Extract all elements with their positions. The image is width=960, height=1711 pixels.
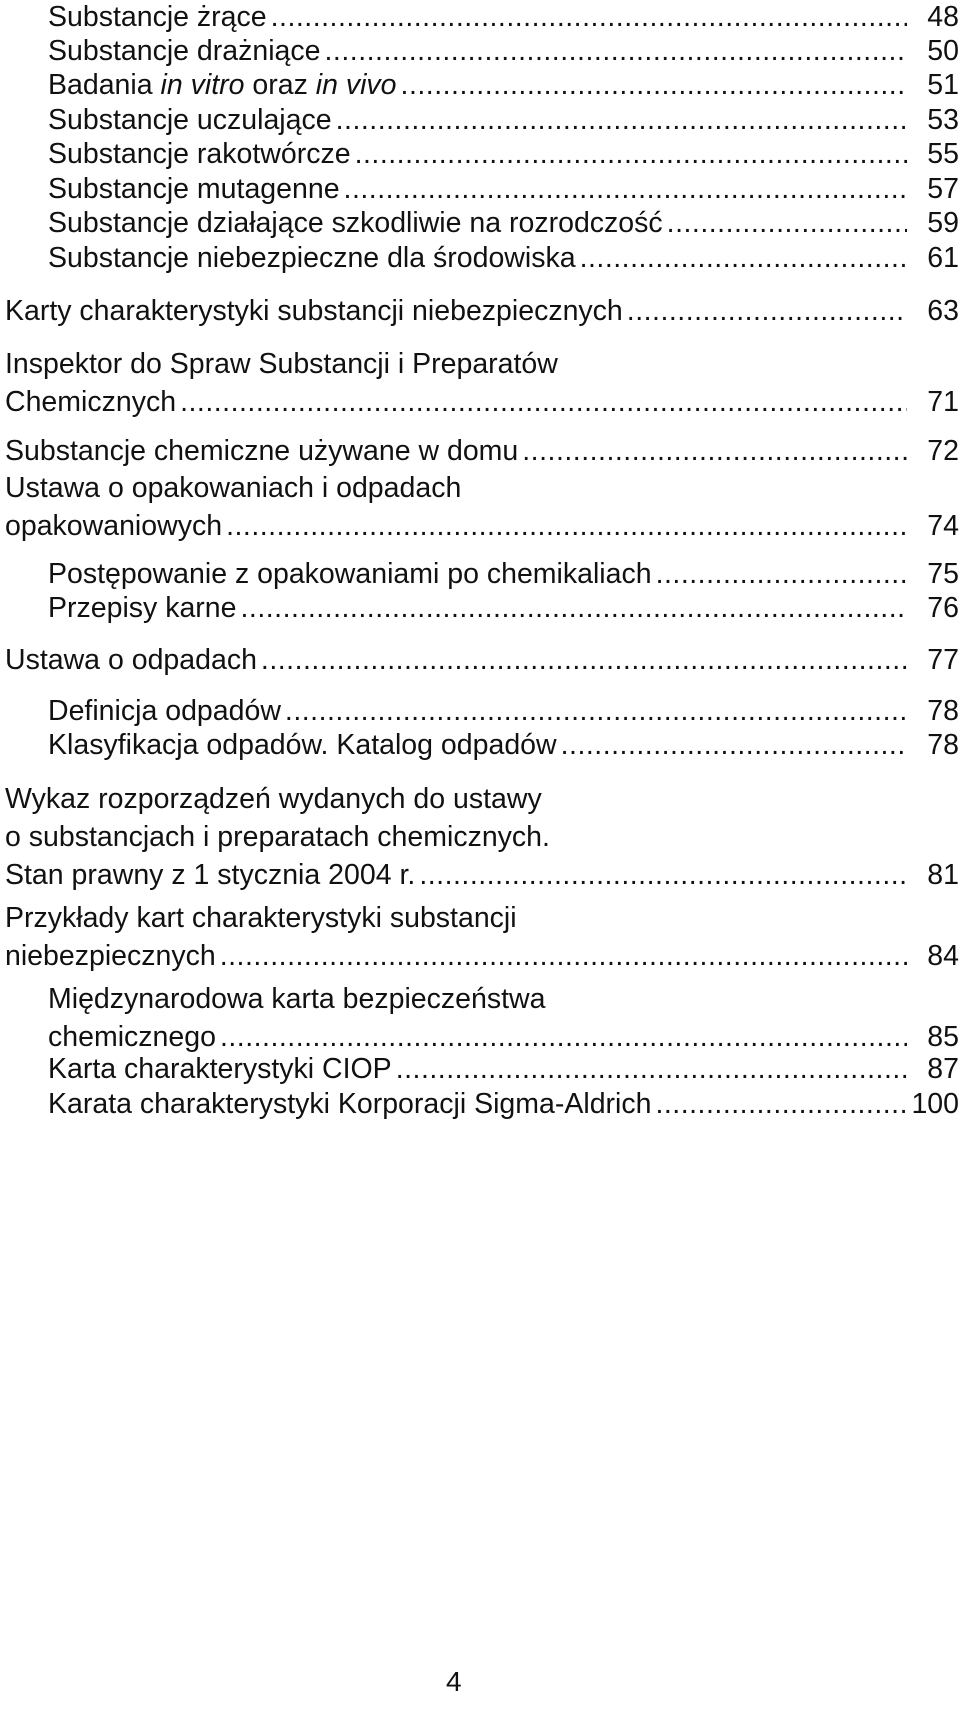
toc-entry (5, 901, 959, 975)
leader-dots (627, 294, 907, 328)
title-part: oraz (244, 69, 316, 101)
leader-dots (241, 591, 908, 625)
title-italic-part: in vivo (315, 69, 397, 101)
toc-page-number: 51 (927, 69, 959, 101)
toc-entry-title (48, 68, 397, 102)
toc-entry (5, 471, 959, 545)
toc-entry-title-line1: Inspektor do Spraw Substancji i Preparatów (5, 348, 558, 380)
toc-entry (48, 68, 959, 104)
leader-dots (180, 385, 907, 419)
toc-entry-title: Substancje rakotwórcze (48, 138, 351, 170)
toc-entry (48, 206, 959, 242)
toc-entry-title: Substancje chemiczne używane w domu (5, 435, 519, 467)
toc-entry-title: Ustawa o odpadach (5, 644, 257, 676)
leader-dots (655, 1087, 907, 1121)
toc-page-number: 100 (911, 1088, 959, 1120)
toc-entry (48, 34, 959, 70)
toc-page-number: 78 (927, 695, 959, 727)
title-part: Badania (48, 69, 161, 101)
toc-entry-title: niebezpiecznych (5, 940, 216, 972)
toc-page-number: 78 (927, 729, 959, 761)
toc-entry-title: Karty charakterystyki substancji niebezpiecznych (5, 295, 623, 327)
toc-entry (48, 0, 959, 36)
toc-page-number: 61 (927, 242, 959, 274)
toc-entry-title: Substancje mutagenne (48, 173, 340, 205)
toc-entry (48, 694, 959, 730)
leader-dots (522, 434, 907, 468)
toc-page-number: 85 (927, 1021, 959, 1053)
toc-entry-title: Substancje drażniące (48, 35, 321, 67)
leader-dots (325, 34, 907, 68)
toc-page-number: 59 (927, 207, 959, 239)
leader-dots (220, 1020, 907, 1054)
leader-dots (667, 206, 907, 240)
toc-entry-title: Substancje uczulające (48, 104, 332, 136)
leader-dots (561, 728, 907, 762)
toc-entry-title: Definicja odpadów (48, 695, 281, 727)
toc-entry (48, 591, 959, 627)
toc-entry (5, 347, 959, 421)
leader-dots (401, 68, 907, 102)
toc-entry (48, 241, 959, 277)
toc-entry-title: Stan prawny z 1 stycznia 2004 r. (5, 859, 416, 891)
toc-entry-title-line1: Ustawa o opakowaniach i odpadach (5, 472, 462, 504)
toc-page-number: 72 (927, 435, 959, 467)
toc-entry-title: Karta charakterystyki CIOP (48, 1053, 392, 1085)
toc-entry-title: Substancje żrące (48, 1, 267, 33)
toc-entry-title: chemicznego (48, 1021, 216, 1053)
toc-entry-title: Substancje działające szkodliwie na rozrodczość (48, 207, 663, 239)
toc-entry (48, 982, 959, 1056)
toc-page-number: 76 (927, 592, 959, 624)
leader-dots (355, 137, 907, 171)
toc-page-number: 75 (927, 558, 959, 590)
toc-entry-title-line1: Międzynarodowa karta bezpieczeństwa (48, 983, 546, 1015)
page-number: 4 (446, 1666, 462, 1697)
toc-entry (5, 434, 959, 470)
leader-dots (226, 509, 907, 543)
toc-page-number: 53 (927, 104, 959, 136)
leader-dots (336, 103, 907, 137)
toc-entry (48, 557, 959, 593)
leader-dots (271, 0, 907, 34)
toc-entry-title-line2: o substancjach i preparatach chemicznych. (5, 821, 550, 853)
leader-dots (344, 172, 907, 206)
leader-dots (656, 557, 907, 591)
toc-entry-title: Substancje niebezpieczne dla środowiska (48, 242, 576, 274)
toc-page-number: 74 (927, 510, 959, 542)
toc-page-number: 87 (927, 1053, 959, 1085)
toc-entry-title-line1: Przykłady kart charakterystyki substancji (5, 902, 517, 934)
toc-page-number: 84 (927, 940, 959, 972)
toc-entry (48, 1087, 959, 1123)
toc-page-number: 63 (927, 295, 959, 327)
leader-dots (396, 1052, 907, 1086)
toc-entry-title: Karata charakterystyki Korporacji Sigma-Aldrich (48, 1088, 652, 1120)
leader-dots (261, 643, 907, 677)
toc-page-number: 48 (927, 1, 959, 33)
leader-dots (419, 858, 907, 892)
toc-page-number: 77 (927, 644, 959, 676)
toc-page-number: 71 (927, 386, 959, 418)
toc-entry-title: Chemicznych (5, 386, 177, 418)
toc-page-number: 50 (927, 35, 959, 67)
toc-entry (48, 103, 959, 139)
toc-entry-title: Przepisy karne (48, 592, 237, 624)
toc-entry (48, 172, 959, 208)
toc-entry-title: opakowaniowych (5, 510, 223, 542)
toc-page-number: 81 (927, 859, 959, 891)
toc-entry-title: Klasyfikacja odpadów. Katalog odpadów (48, 729, 557, 761)
toc-entry-title: Postępowanie z opakowaniami po chemikaliach (48, 558, 652, 590)
toc-entry (5, 782, 959, 894)
toc-page-number: 57 (927, 173, 959, 205)
leader-dots (220, 939, 907, 973)
toc-entry (5, 294, 959, 330)
toc-entry (5, 643, 959, 679)
toc-entry-title-line1: Wykaz rozporządzeń wydanych do ustawy (5, 783, 542, 815)
toc-entry (48, 1052, 959, 1088)
title-italic-part: in vitro (160, 69, 245, 101)
toc-entry (48, 728, 959, 764)
leader-dots (580, 241, 907, 275)
toc-entry (48, 137, 959, 173)
toc-page-number: 55 (927, 138, 959, 170)
leader-dots (285, 694, 907, 728)
